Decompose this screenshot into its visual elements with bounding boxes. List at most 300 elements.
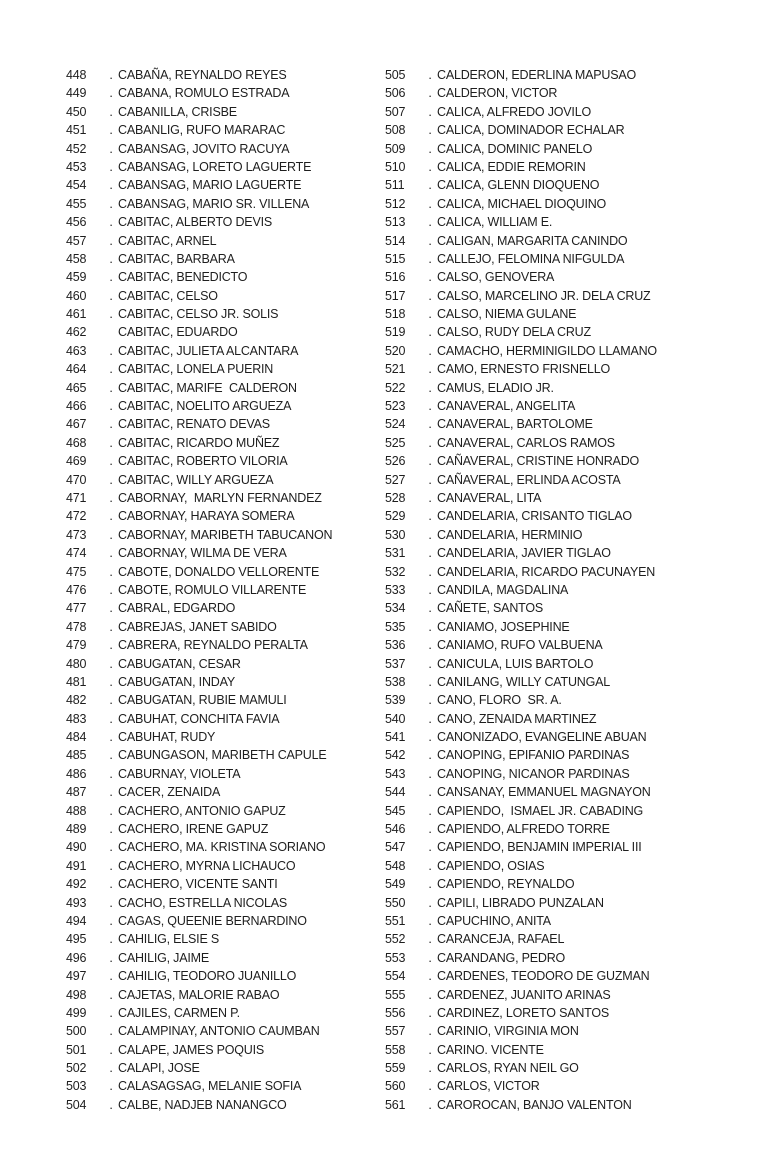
entry-name: CABUGATAN, RUBIE MAMULI (118, 693, 287, 708)
entry-separator-dot: . (428, 582, 432, 597)
entry-separator-dot: . (109, 509, 113, 524)
entry-number: 558 (385, 1042, 406, 1057)
list-row (385, 397, 657, 415)
entry-separator-dot: . (109, 987, 113, 1002)
entry-number: 526 (385, 454, 406, 469)
entry-separator-dot: . (109, 582, 113, 597)
entry-name: CARINO. VICENTE (437, 1042, 544, 1057)
entry-number: 537 (385, 656, 406, 671)
list-row (385, 84, 657, 102)
entry-name: CABANSAG, LORETO LAGUERTE (118, 159, 312, 174)
entry-separator-dot: . (109, 803, 113, 818)
entry-number: 472 (66, 509, 87, 524)
entry-separator-dot: . (428, 141, 432, 156)
list-row (385, 673, 657, 691)
entry-separator-dot: . (428, 325, 432, 340)
entry-number: 546 (385, 822, 406, 837)
entry-number: 504 (66, 1097, 87, 1112)
entry-separator-dot: . (109, 969, 113, 984)
entry-separator-dot: . (109, 362, 113, 377)
entry-name: CAJILES, CARMEN P. (118, 1005, 240, 1020)
entry-separator-dot: . (428, 950, 432, 965)
entry-name: CALSO, MARCELINO JR. DELA CRUZ (437, 288, 651, 303)
entry-separator-dot: . (109, 454, 113, 469)
entry-separator-dot: . (109, 417, 113, 432)
entry-separator-dot: . (428, 766, 432, 781)
entry-name: CALDERON, VICTOR (437, 86, 558, 101)
list-row (66, 710, 332, 728)
entry-name: CACHERO, MYRNA LICHAUCO (118, 858, 296, 873)
list-row (66, 452, 332, 470)
entry-separator-dot: . (428, 877, 432, 892)
list-row (66, 1096, 332, 1114)
entry-number: 559 (385, 1061, 406, 1076)
entry-name: CABITAC, EDUARDO (118, 325, 238, 340)
entry-number: 454 (66, 178, 87, 193)
entry-name: CACHERO, IRENE GAPUZ (118, 822, 269, 837)
entry-number: 470 (66, 472, 87, 487)
entry-number: 515 (385, 251, 406, 266)
entry-number: 493 (66, 895, 87, 910)
entry-name: CACHERO, ANTONIO GAPUZ (118, 803, 286, 818)
entry-separator-dot: . (428, 399, 432, 414)
entry-number: 455 (66, 196, 87, 211)
entry-number: 554 (385, 969, 406, 984)
entry-number: 501 (66, 1042, 87, 1057)
entry-number: 531 (385, 546, 406, 561)
entry-name: CALAMPINAY, ANTONIO CAUMBAN (118, 1024, 320, 1039)
entry-number: 557 (385, 1024, 406, 1039)
list-row (66, 894, 332, 912)
list-row (385, 195, 657, 213)
list-row (66, 599, 332, 617)
entry-separator-dot: . (428, 601, 432, 616)
entry-name: CAPIENDO, ISMAEL JR. CABADING (437, 803, 644, 818)
list-row (385, 452, 657, 470)
entry-separator-dot: . (428, 1097, 432, 1112)
entry-separator-dot: . (109, 399, 113, 414)
entry-separator-dot: . (109, 527, 113, 542)
entry-name: CAÑAVERAL, CRISTINE HONRADO (437, 454, 640, 469)
entry-number: 552 (385, 932, 406, 947)
entry-number: 468 (66, 435, 87, 450)
list-row (385, 250, 657, 268)
entry-separator-dot: . (428, 1042, 432, 1057)
list-row (66, 342, 332, 360)
entry-name: CALASAGSAG, MELANIE SOFIA (118, 1079, 302, 1094)
list-row (66, 949, 332, 967)
entry-number: 511 (385, 178, 405, 193)
entry-number: 547 (385, 840, 406, 855)
entry-name: CALDERON, EDERLINA MAPUSAO (437, 68, 637, 82)
entry-separator-dot: . (109, 1024, 113, 1039)
entry-name: CAJETAS, MALORIE RABAO (118, 987, 280, 1002)
entry-number: 483 (66, 711, 87, 726)
entry-number: 513 (385, 215, 406, 230)
entry-number: 532 (385, 564, 406, 579)
entry-separator-dot: . (428, 288, 432, 303)
entry-separator-dot: . (109, 1005, 113, 1020)
entry-name: CABRAL, EDGARDO (118, 601, 236, 616)
entry-name: CABUGATAN, INDAY (118, 674, 235, 689)
entry-number: 480 (66, 656, 87, 671)
list-row (66, 434, 332, 452)
list-row (66, 857, 332, 875)
list-row (385, 489, 657, 507)
list-row (66, 1041, 332, 1059)
entry-number: 449 (66, 86, 87, 101)
entry-number: 495 (66, 932, 87, 947)
entry-number: 486 (66, 766, 87, 781)
entry-separator-dot: . (109, 1042, 113, 1057)
entry-separator-dot: . (428, 969, 432, 984)
list-row (385, 268, 657, 286)
entry-separator-dot: . (428, 435, 432, 450)
entry-name: CALAPI, JOSE (118, 1061, 200, 1076)
entry-number: 535 (385, 619, 406, 634)
entry-number: 451 (66, 123, 87, 138)
entry-name: CAMACHO, HERMINIGILDO LLAMANO (437, 343, 657, 358)
list-row (385, 176, 657, 194)
entry-number: 507 (385, 104, 406, 119)
entry-number: 502 (66, 1061, 87, 1076)
entry-name: CAPIENDO, OSIAS (437, 858, 545, 873)
entry-separator-dot: . (109, 104, 113, 119)
entry-number: 463 (66, 343, 87, 358)
entry-name: CABANSAG, MARIO SR. VILLENA (118, 196, 310, 211)
list-row (385, 967, 657, 985)
entry-separator-dot: . (109, 141, 113, 156)
entry-separator-dot: . (109, 380, 113, 395)
entry-separator-dot: . (109, 1097, 113, 1112)
entry-number: 462 (66, 325, 87, 340)
entry-separator-dot: . (109, 1061, 113, 1076)
entry-name: CALICA, WILLIAM E. (437, 215, 553, 230)
entry-name: CANSANAY, EMMANUEL MAGNAYON (437, 785, 651, 800)
entry-name: CABANA, ROMULO ESTRADA (118, 86, 290, 101)
list-row (66, 323, 332, 341)
list-row (66, 84, 332, 102)
entry-separator-dot: . (428, 215, 432, 230)
list-row (385, 820, 657, 838)
list-row (66, 838, 332, 856)
entry-name: CAHILIG, ELSIE S (118, 932, 220, 947)
entry-name: CABITAC, BARBARA (118, 251, 235, 266)
list-row (385, 415, 657, 433)
entry-number: 538 (385, 674, 406, 689)
entry-number: 475 (66, 564, 87, 579)
entry-number: 520 (385, 343, 406, 358)
list-row (385, 1041, 657, 1059)
entry-name: CARLOS, RYAN NEIL GO (437, 1061, 579, 1076)
list-row (66, 213, 332, 231)
list-row (66, 176, 332, 194)
list-row (385, 140, 657, 158)
entry-name: CANIAMO, RUFO VALBUENA (437, 638, 603, 653)
list-row (385, 507, 657, 525)
list-row (385, 655, 657, 673)
entry-name: CALICA, DOMINADOR ECHALAR (437, 123, 625, 138)
entry-name: CABITAC, NOELITO ARGUEZA (118, 399, 292, 414)
list-row (385, 305, 657, 323)
entry-name: CANDILA, MAGDALINA (437, 582, 569, 597)
entry-number: 542 (385, 748, 406, 763)
list-row (66, 746, 332, 764)
entry-number: 550 (385, 895, 406, 910)
entry-name: CANAVERAL, BARTOLOME (437, 417, 593, 432)
list-row (385, 1059, 657, 1077)
entry-name: CABITAC, BENEDICTO (118, 270, 248, 285)
entry-separator-dot: . (428, 343, 432, 358)
entry-name: CALIGAN, MARGARITA CANINDO (437, 233, 628, 248)
list-row (385, 434, 657, 452)
entry-separator-dot: . (109, 730, 113, 745)
entry-separator-dot: . (428, 509, 432, 524)
entry-number: 529 (385, 509, 406, 524)
entry-separator-dot: . (428, 362, 432, 377)
entry-number: 551 (385, 913, 406, 928)
list-row (66, 875, 332, 893)
list-row (385, 599, 657, 617)
entry-name: CABUHAT, RUDY (118, 730, 216, 745)
entry-name: CAMO, ERNESTO FRISNELLO (437, 362, 610, 377)
entry-number: 518 (385, 307, 406, 322)
entry-name: CALSO, RUDY DELA CRUZ (437, 325, 591, 340)
entry-separator-dot: . (109, 619, 113, 634)
list-row (66, 618, 332, 636)
entry-number: 555 (385, 987, 406, 1002)
entry-separator-dot: . (428, 564, 432, 579)
entry-separator-dot: . (428, 748, 432, 763)
entry-separator-dot: . (109, 1079, 113, 1094)
entry-number: 500 (66, 1024, 87, 1039)
list-row (385, 563, 657, 581)
entry-separator-dot: . (109, 895, 113, 910)
entry-number: 545 (385, 803, 406, 818)
entry-separator-dot: . (428, 619, 432, 634)
entry-separator-dot: . (428, 822, 432, 837)
entry-name: CABITAC, RENATO DEVAS (118, 417, 270, 432)
entry-name: CABITAC, ROBERTO VILORIA (118, 454, 288, 469)
entry-separator-dot: . (109, 490, 113, 505)
entry-separator-dot: . (109, 748, 113, 763)
entry-name: CANIAMO, JOSEPHINE (437, 619, 570, 634)
entry-name: CABOTE, DONALDO VELLORENTE (118, 564, 320, 579)
entry-separator-dot: . (109, 785, 113, 800)
list-row (385, 618, 657, 636)
entry-name: CABREJAS, JANET SABIDO (118, 619, 277, 634)
list-row (66, 1004, 332, 1022)
entry-separator-dot: . (428, 104, 432, 119)
entry-separator-dot: . (428, 840, 432, 855)
list-row (385, 232, 657, 250)
list-row (385, 1022, 657, 1040)
list-row (385, 838, 657, 856)
entry-separator-dot: . (428, 674, 432, 689)
list-row (66, 765, 332, 783)
entry-number: 489 (66, 822, 87, 837)
entry-number: 519 (385, 325, 406, 340)
entry-name: CABORNAY, MARIBETH TABUCANON (118, 527, 333, 542)
entry-number: 487 (66, 785, 87, 800)
entry-separator-dot: . (428, 527, 432, 542)
entry-name: CANDELARIA, CRISANTO TIGLAO (437, 509, 632, 524)
list-row (66, 930, 332, 948)
entry-name: CAPIENDO, BENJAMIN IMPERIAL III (437, 840, 642, 855)
entry-separator-dot: . (109, 251, 113, 266)
list-row (66, 489, 332, 507)
list-row (66, 673, 332, 691)
list-row (66, 967, 332, 985)
entry-number: 492 (66, 877, 87, 892)
entry-number: 491 (66, 858, 87, 873)
list-row (66, 1059, 332, 1077)
entry-number: 534 (385, 601, 406, 616)
entry-separator-dot: . (428, 178, 432, 193)
entry-name: CALICA, EDDIE REMORIN (437, 159, 586, 174)
entry-name: CARDINEZ, LORETO SANTOS (437, 1005, 610, 1020)
entry-number: 499 (66, 1005, 87, 1020)
entry-name: CARANCEJA, RAFAEL (437, 932, 565, 947)
entry-number: 503 (66, 1079, 87, 1094)
entry-separator-dot: . (109, 656, 113, 671)
list-row (66, 121, 332, 139)
list-row (66, 397, 332, 415)
entry-number: 453 (66, 159, 87, 174)
list-row (66, 783, 332, 801)
entry-number: 465 (66, 380, 87, 395)
entry-name: CANONIZADO, EVANGELINE ABUAN (437, 730, 647, 745)
entry-separator-dot: . (428, 454, 432, 469)
entry-name: CALSO, NIEMA GULANE (437, 307, 577, 322)
entry-separator-dot: . (428, 858, 432, 873)
list-row (385, 526, 657, 544)
list-row (385, 783, 657, 801)
entry-number: 452 (66, 141, 87, 156)
list-row (66, 802, 332, 820)
list-row (66, 103, 332, 121)
list-row (66, 507, 332, 525)
entry-separator-dot: . (109, 840, 113, 855)
entry-name: CABOTE, ROMULO VILLARENTE (118, 582, 307, 597)
entry-number: 522 (385, 380, 406, 395)
list-row (66, 360, 332, 378)
entry-number: 509 (385, 141, 406, 156)
list-row (66, 563, 332, 581)
list-row (66, 636, 332, 654)
entry-separator-dot: . (109, 435, 113, 450)
list-row (66, 820, 332, 838)
entry-number: 464 (66, 362, 87, 377)
entry-number: 533 (385, 582, 406, 597)
entry-number: 478 (66, 619, 87, 634)
entry-name: CALSO, GENOVERA (437, 270, 555, 285)
entry-number: 543 (385, 766, 406, 781)
entry-separator-dot: . (109, 822, 113, 837)
entry-separator-dot: . (428, 785, 432, 800)
entry-number: 527 (385, 472, 406, 487)
entry-number: 471 (66, 490, 87, 505)
entry-separator-dot: . (428, 1079, 432, 1094)
entry-name: CAROROCAN, BANJO VALENTON (437, 1097, 632, 1112)
entry-number: 516 (385, 270, 406, 285)
entry-name: CANDELARIA, JAVIER TIGLAO (437, 546, 611, 561)
list-row (385, 691, 657, 709)
entry-number: 553 (385, 950, 406, 965)
entry-name: CARDENEZ, JUANITO ARINAS (437, 987, 611, 1002)
entry-name: CAPIENDO, REYNALDO (437, 877, 575, 892)
list-row (385, 912, 657, 930)
list-row (385, 875, 657, 893)
list-row (66, 268, 332, 286)
list-row (385, 949, 657, 967)
entry-separator-dot: . (428, 895, 432, 910)
entry-separator-dot: . (109, 196, 113, 211)
entry-name: CALICA, GLENN DIOQUENO (437, 178, 600, 193)
list-row (385, 544, 657, 562)
entry-number: 508 (385, 123, 406, 138)
entry-number: 488 (66, 803, 87, 818)
entry-separator-dot: . (109, 711, 113, 726)
entry-name: CALICA, DOMINIC PANELO (437, 141, 593, 156)
list-row (66, 1022, 332, 1040)
entry-number: 498 (66, 987, 87, 1002)
entry-number: 477 (66, 601, 87, 616)
entry-number: 485 (66, 748, 87, 763)
entry-separator-dot: . (109, 343, 113, 358)
entry-name: CAÑETE, SANTOS (437, 601, 544, 616)
entry-name: CABORNAY, HARAYA SOMERA (118, 509, 295, 524)
entry-separator-dot: . (428, 490, 432, 505)
entry-name: CABURNAY, VIOLETA (118, 766, 241, 781)
entry-number: 530 (385, 527, 406, 542)
entry-name: CACER, ZENAIDA (118, 785, 221, 800)
entry-name: CANOPING, EPIFANIO PARDINAS (437, 748, 630, 763)
list-row (385, 857, 657, 875)
entry-separator-dot: . (109, 877, 113, 892)
list-row (385, 894, 657, 912)
entry-number: 481 (66, 674, 87, 689)
entry-number: 496 (66, 950, 87, 965)
entry-name: CAMUS, ELADIO JR. (437, 380, 554, 395)
entry-separator-dot: . (109, 693, 113, 708)
entry-separator-dot: . (428, 196, 432, 211)
entry-number: 494 (66, 913, 87, 928)
entry-separator-dot: . (428, 472, 432, 487)
entry-name: CABUNGASON, MARIBETH CAPULE (118, 748, 327, 763)
entry-number: 524 (385, 417, 406, 432)
entry-name: CACHERO, MA. KRISTINA SORIANO (118, 840, 326, 855)
entry-separator-dot: . (428, 233, 432, 248)
list-row (385, 360, 657, 378)
entry-separator-dot: . (428, 307, 432, 322)
entry-name: CABANSAG, MARIO LAGUERTE (118, 178, 302, 193)
entry-separator-dot: . (109, 159, 113, 174)
list-row (66, 415, 332, 433)
list-row (66, 912, 332, 930)
entry-name: CARANDANG, PEDRO (437, 950, 566, 965)
entry-separator-dot: . (109, 472, 113, 487)
entry-separator-dot: . (428, 159, 432, 174)
entry-name: CABUHAT, CONCHITA FAVIA (118, 711, 280, 726)
entry-number: 560 (385, 1079, 406, 1094)
entry-number: 525 (385, 435, 406, 450)
list-row (385, 1004, 657, 1022)
entry-name: CABUGATAN, CESAR (118, 656, 241, 671)
entry-number: 540 (385, 711, 406, 726)
entry-number: 484 (66, 730, 87, 745)
entry-number: 482 (66, 693, 87, 708)
